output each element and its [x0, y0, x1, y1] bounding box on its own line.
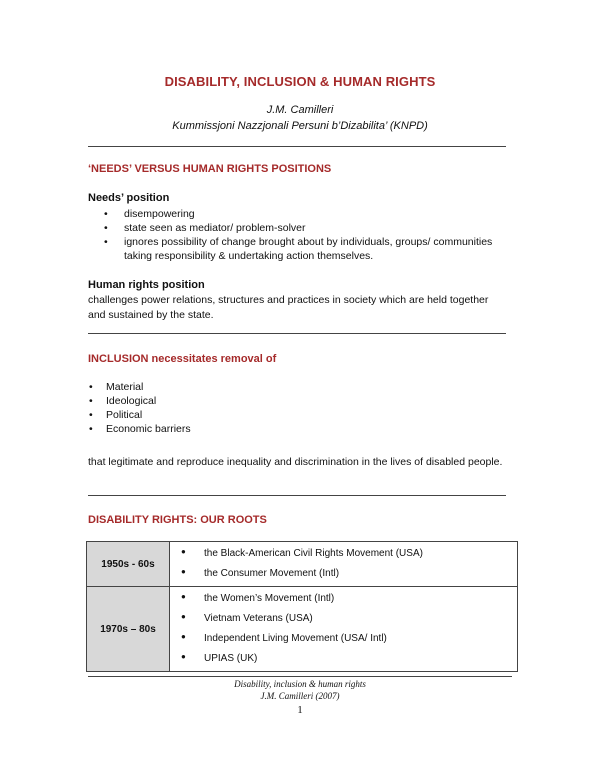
table-row: [87, 587, 518, 672]
event-item: ● UPIAS (UK): [170, 649, 517, 669]
author-name: J.M. Camilleri: [266, 104, 334, 116]
list-item: • Economic barriers: [88, 422, 388, 436]
list-item-continuation: taking responsibility & undertaking action themselves.: [124, 250, 374, 262]
section-heading-needs-vs-rights: ‘NEEDS’ VERSUS HUMAN RIGHTS POSITIONS: [88, 163, 332, 175]
table-row: [87, 542, 518, 587]
barriers-list: [88, 380, 388, 436]
list-item: • disempowering: [100, 207, 510, 221]
event-item: ● the Consumer Movement (Intl): [170, 564, 517, 584]
author-affiliation: Kummissjoni Nazzjonali Persuni b’Dizabilita’ (KNPD): [172, 120, 428, 132]
event-item: ● the Women’s Movement (Intl): [170, 589, 517, 609]
events-cell: [170, 587, 518, 672]
footer-divider: [88, 676, 512, 677]
inclusion-text: that legitimate and reproduce inequality and discrimination in the lives of disabled people.: [88, 456, 503, 468]
divider: [88, 146, 506, 147]
section-heading-inclusion: INCLUSION necessitates removal of: [88, 353, 277, 365]
event-item: ● Vietnam Veterans (USA): [170, 609, 517, 629]
list-item: • Political: [88, 408, 388, 422]
list-item: • Material: [88, 380, 388, 394]
human-rights-position-text: challenges power relations, structures and practices in society which are held together and sustained by the state.: [88, 294, 489, 321]
divider: [88, 333, 506, 334]
footer-author: J.M. Camilleri (2007): [260, 691, 340, 701]
needs-position-list: [100, 207, 510, 263]
event-item: ● Independent Living Movement (USA/ Intl): [170, 629, 517, 649]
list-item: • ignores possibility of change brought about by individuals, groups/ communities: [100, 235, 510, 249]
human-rights-position-subheading: Human rights position: [88, 279, 205, 291]
decade-cell: 1950s - 60s: [87, 542, 170, 587]
divider: [88, 495, 506, 496]
roots-table: [86, 541, 518, 672]
decade-cell: 1970s – 80s: [87, 587, 170, 672]
list-item: • state seen as mediator/ problem-solver: [100, 221, 510, 235]
page-number: 1: [297, 704, 303, 716]
event-item: ● the Black-American Civil Rights Movement (USA): [170, 544, 517, 564]
document-title: DISABILITY, INCLUSION & HUMAN RIGHTS: [164, 74, 436, 89]
needs-position-subheading: Needs’ position: [88, 192, 170, 204]
footer-title: Disability, inclusion & human rights: [234, 679, 366, 689]
section-heading-roots: DISABILITY RIGHTS: OUR ROOTS: [88, 514, 267, 526]
events-cell: [170, 542, 518, 587]
list-item: • Ideological: [88, 394, 388, 408]
